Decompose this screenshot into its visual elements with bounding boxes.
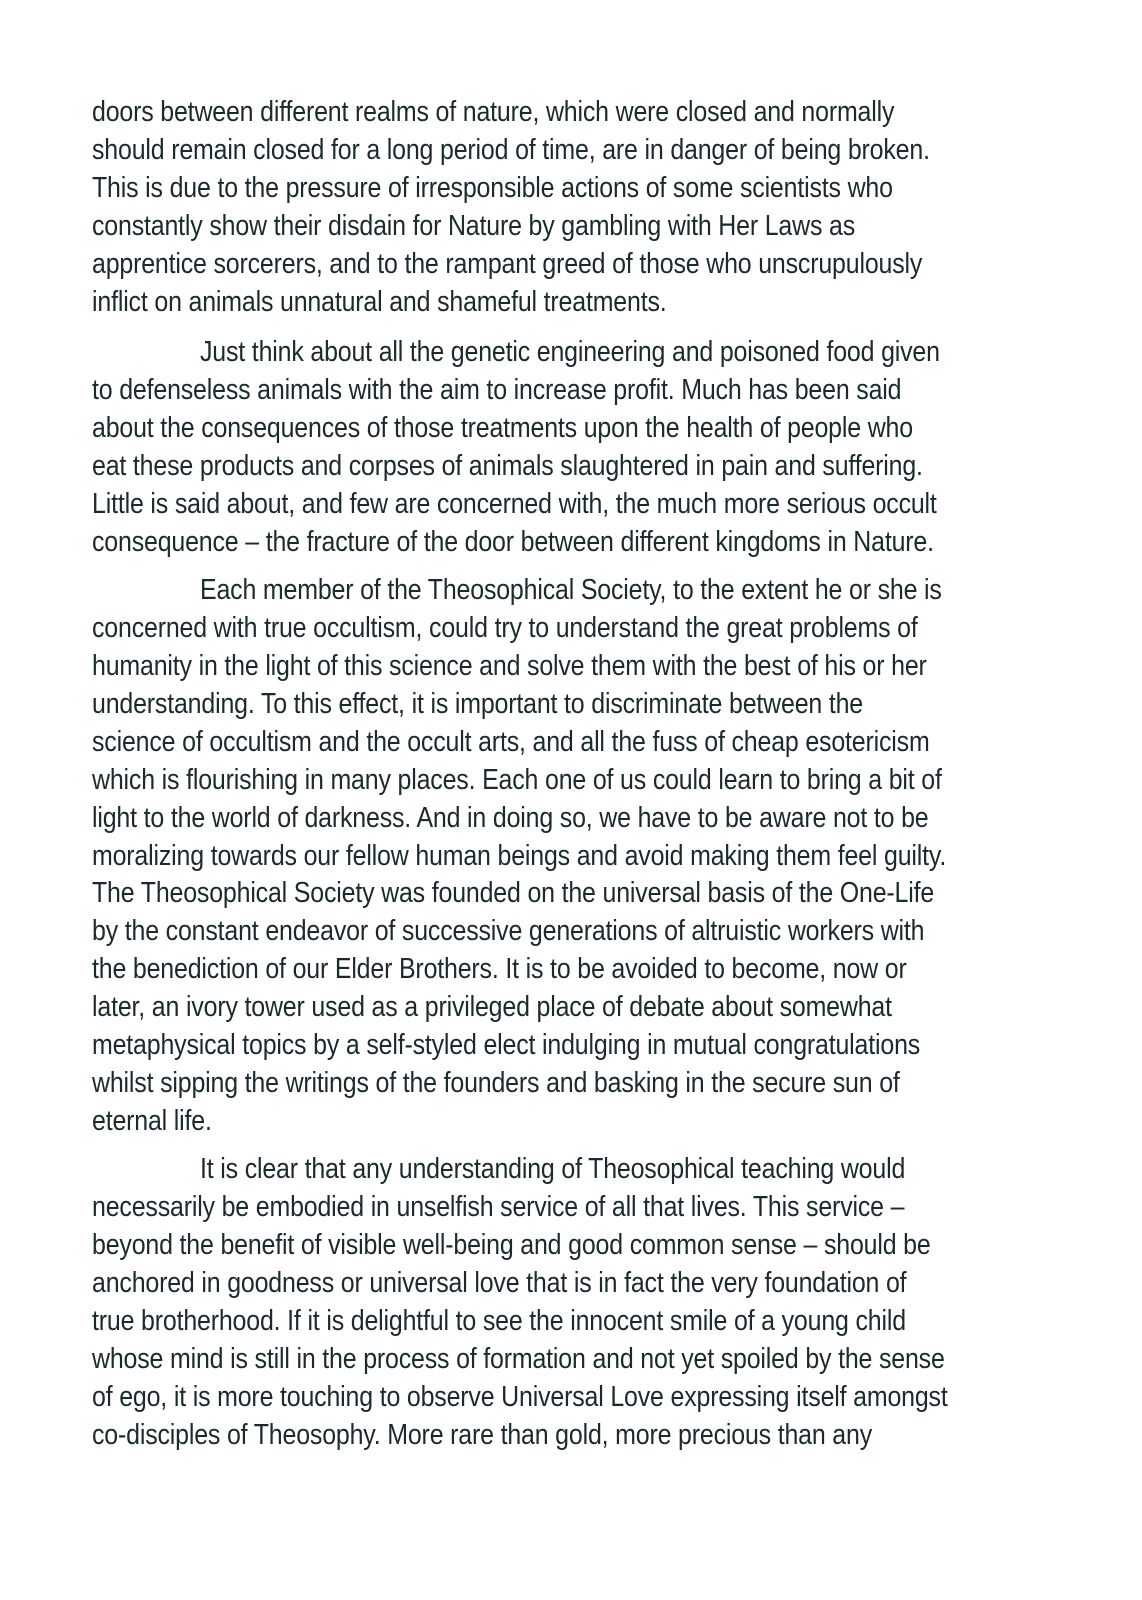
text-line: Each member of the Theosophical Society, to the extent he or she is	[200, 574, 942, 606]
text-line: science of occultism and the occult arts, and all the fuss of cheap esotericism	[92, 726, 930, 758]
text-line: co-disciples of Theosophy. More rare than gold, more precious than any	[92, 1419, 873, 1451]
text-line: understanding. To this effect, it is important to discriminate between the	[92, 688, 864, 720]
text-line: doors between different realms of nature, which were closed and normally	[92, 96, 895, 128]
text-line: the benediction of our Elder Brothers. It is to be avoided to become, now or	[92, 953, 907, 985]
text-line: Little is said about, and few are concerned with, the much more serious occult	[92, 488, 937, 520]
text-line: by the constant endeavor of successive generations of altruistic workers with	[92, 915, 925, 947]
text-line: Just think about all the genetic engineering and poisoned food given	[200, 336, 940, 368]
text-line: constantly show their disdain for Nature by gambling with Her Laws as	[92, 210, 856, 242]
text-line: which is flourishing in many places. Each one of us could learn to bring a bit of	[92, 764, 942, 796]
text-line: inflict on animals unnatural and shameful treatments.	[92, 286, 667, 318]
text-line: eternal life.	[92, 1105, 212, 1137]
text-line: beyond the benefit of visible well-being and good common sense – should be	[92, 1229, 931, 1261]
text-line: of ego, it is more touching to observe Universal Love expressing itself amongst	[92, 1381, 948, 1413]
text-line: about the consequences of those treatments upon the health of people who	[92, 412, 913, 444]
text-line: later, an ivory tower used as a privileged place of debate about somewhat	[92, 991, 892, 1023]
text-line: should remain closed for a long period of time, are in danger of being broken.	[92, 134, 930, 166]
text-line: eat these products and corpses of animals slaughtered in pain and suffering.	[92, 450, 923, 482]
text-line: whose mind is still in the process of formation and not yet spoiled by the sense	[92, 1343, 945, 1375]
text-line: to defenseless animals with the aim to increase profit. Much has been said	[92, 374, 902, 406]
text-line: necessarily be embodied in unselfish service of all that lives. This service –	[92, 1191, 905, 1223]
text-line: anchored in goodness or universal love that is in fact the very foundation of	[92, 1267, 907, 1299]
text-line: true brotherhood. If it is delightful to see the innocent smile of a young child	[92, 1305, 906, 1337]
text-line: whilst sipping the writings of the founders and basking in the secure sun of	[92, 1067, 900, 1099]
text-line: It is clear that any understanding of Theosophical teaching would	[200, 1153, 906, 1185]
text-line: The Theosophical Society was founded on the universal basis of the One-Life	[92, 877, 935, 909]
text-line: consequence – the fracture of the door between different kingdoms in Nature.	[92, 526, 934, 558]
text-line: This is due to the pressure of irresponsible actions of some scientists who	[92, 172, 893, 204]
text-line: concerned with true occultism, could try to understand the great problems of	[92, 612, 918, 644]
text-line: metaphysical topics by a self-styled elect indulging in mutual congratulations	[92, 1029, 921, 1061]
text-line: light to the world of darkness. And in doing so, we have to be aware not to be	[92, 802, 929, 834]
text-line: humanity in the light of this science and solve them with the best of his or her	[92, 650, 927, 682]
text-line: apprentice sorcerers, and to the rampant greed of those who unscrupulously	[92, 248, 923, 280]
text-line: moralizing towards our fellow human beings and avoid making them feel guilty.	[92, 840, 947, 872]
